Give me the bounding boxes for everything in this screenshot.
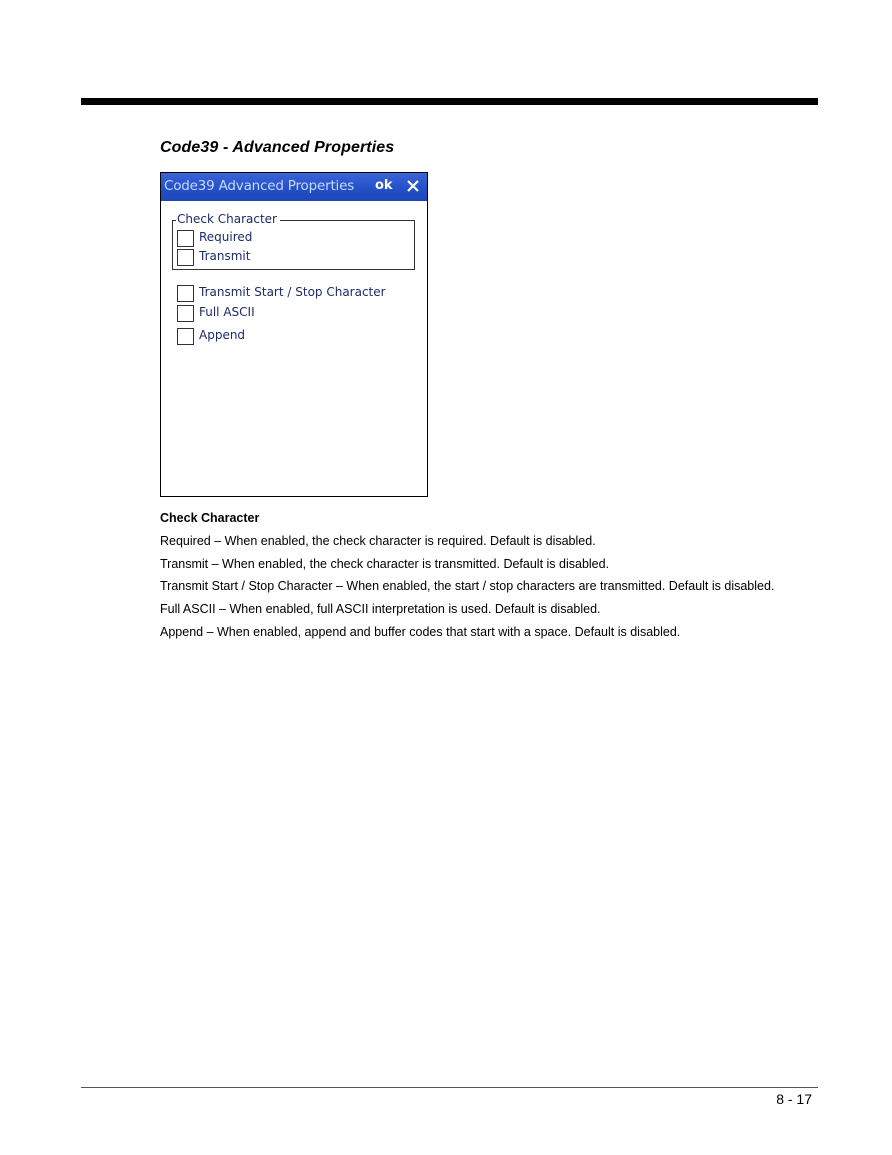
checkbox-box[interactable] — [177, 328, 194, 345]
check-character-legend: Check Character — [176, 212, 280, 226]
description-line-full-ascii: Full ASCII – When enabled, full ASCII interpretation is used. Default is disabled. — [160, 602, 601, 616]
description-line-append: Append – When enabled, append and buffer codes that start with a space. Default is disabled. — [160, 625, 681, 639]
close-icon — [404, 176, 422, 196]
dialog-title: Code39 Advanced Properties — [164, 178, 355, 194]
footer-rule — [81, 1087, 818, 1088]
section-title: Code39 - Advanced Properties — [160, 139, 395, 156]
checkbox-label: Append — [199, 328, 246, 342]
dialog-titlebar — [161, 173, 427, 201]
header-rule — [81, 98, 818, 105]
checkbox-label: Full ASCII — [199, 305, 255, 319]
checkbox-label: Transmit — [199, 249, 251, 263]
checkbox-box[interactable] — [177, 305, 194, 322]
description-line-start-stop: Transmit Start / Stop Character – When enabled, the start / stop characters are transmitted. Default is disabled. — [160, 579, 775, 593]
description-line-transmit: Transmit – When enabled, the check character is transmitted. Default is disabled. — [160, 557, 610, 571]
page-number: 8 - 17 — [776, 1091, 812, 1107]
close-button[interactable] — [404, 176, 422, 196]
checkbox-box[interactable] — [177, 249, 194, 266]
code39-advanced-properties-dialog — [160, 172, 428, 497]
checkbox-box[interactable] — [177, 230, 194, 247]
checkbox-label: Transmit Start / Stop Character — [199, 285, 386, 299]
description-line-required: Required – When enabled, the check character is required. Default is disabled. — [160, 534, 596, 548]
checkbox-box[interactable] — [177, 285, 194, 302]
checkbox-label: Required — [199, 230, 253, 244]
ok-button[interactable]: ok — [375, 178, 393, 193]
description-heading: Check Character — [160, 511, 260, 525]
